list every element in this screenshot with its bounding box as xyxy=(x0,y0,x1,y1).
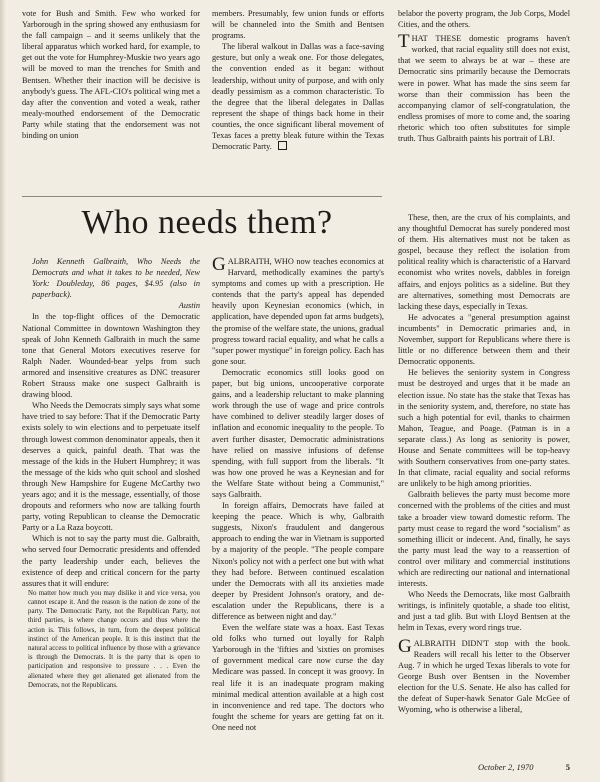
end-mark-icon xyxy=(278,141,287,150)
section-divider-top xyxy=(22,196,382,197)
lower-col3-paragraph-3: He believes the seniority system in Congress must be destroyed and urges that it be made an election issue. No state has the stake that Texas has in the seniority system, and, therefore, no state has such a high potential for evil, thanks to chairmen Mahon, Teague, and Poage. (Patman is in a separate class.) As long as seniority is power, House and Senate committees will be top-heavy with Southern conservatives from one-party states. In that climate, racial equality and social reforms are unlikely to be high among priorities. xyxy=(398,368,570,489)
drop-cap-t: T xyxy=(398,31,410,53)
issue-date: October 2, 1970 xyxy=(478,762,534,772)
block-quote: No matter how much you may dislike it and vice versa, you cannot escape it. And the reason is the nation de zone of the party. The Democratic Party, not the Republican Party, not third parties, is where change occurs and thus where the action is. This follows, in turn, from the deepest political instinct of the American people. It is this instinct that the natural access to political influence by those with a grievance is through the Democrats. It is the party that is open to participation and responsive to pressure . . . Even the alienated where they get alienated get alienated from the Democrats, not the Republicans. xyxy=(28,589,200,689)
top-col2-paragraph-2-text: The liberal walkout in Dallas was a face-saving gesture, but only a weak one. For those delegates, the convention ended as it began: without leadership, without unity of purpose, and with only deadly pessimism as a common characteristic. To the degree that the liberal delegates in Dallas represent the shape of things back home in their counties, the once significant liberal movement of Texas faces a pretty bleak future within the Texas Democratic Party. xyxy=(212,42,384,152)
lower-col2-paragraph-4: Even the welfare state was a hoax. East Texas old folks who turned out loyally for Ralph Yarborough in the 'fifties and 'sixties on promises of government medical care now curse the day Medicare was passed. In concept it was groovy. In real life it is an inadequate program making minimal medical attention available at a high cost in inconvenience and red tape. The doctors who fought the scheme for years are getting fat on it. One need not xyxy=(212,623,384,732)
lower-col3-paragraph-4: Galbraith believes the party must become more concerned with the problems of the cities and must take a broader view toward domestic reform. The party must cease to regard the word "socialism" as something illicit or indecent. And, finally, he says the party must lead the way to a reassertion of control over military and commercial institutions which are redirecting our national and international interests. xyxy=(398,490,570,589)
lower-column-2 xyxy=(212,256,384,733)
top-col3-paragraph-1: belabor the poverty program, the Job Corps, Model Cities, and the others. xyxy=(398,9,570,30)
top-col1-paragraph: vote for Bush and Smith. Few who worked for Yarborough in the spring showed any enthusiasm for the fall campaign – and it seems unlikely that the liberal apparatus which worked hard, for example, to get out the vote for Humphrey-Muskie two years ago will be moved to man the trenches for Smith and Bentsen. Whether their inaction will be decisive is anybody's guess. The AFL-CIO's political wing met a day after the convention and voted a weak, rather mealy-mouthed endorsement of the Democratic Party while stating that the endorsement was not binding on union xyxy=(22,9,200,141)
book-source-line: John Kenneth Galbraith, Who Needs the Democrats and what it takes to be needed, New York: Doubleday, 86 pages, $4.95 (also in paperback). xyxy=(32,257,200,300)
lower-col2-paragraph-1-text: ALBRAITH, WHO now teaches economics at Harvard, methodically examines the party's symptoms and comes up with a prescription. He contends that the party's appeal has depended heavily upon Keynesian economics (which, in application, have depended upon fat arms budgets), the promise of the welfare state, the unions, gradual progress toward racial equality, and what he calls a "super power mystique" in foreign policy. Each has gone sour. xyxy=(212,257,384,366)
top-col2-paragraph-2 xyxy=(212,41,384,152)
top-column-2 xyxy=(212,8,384,152)
dateline: Austin xyxy=(178,301,200,311)
lower-col1-paragraph-3: Which is not to say the party must die. Galbraith, who served four Democratic presidents and offended the party leadership under each, believes the existence of deep and critical concern for the party assures that it will endure: xyxy=(22,534,200,588)
top-col3-paragraph-2 xyxy=(398,33,570,144)
lower-col3-paragraph-6-text: ALBRAITH DIDN'T stop with the book. Readers will recall his letter to the Observer Aug. 7 in which he urged Texas liberals to vote for George Bush over Bentsen in the November election for the U.S. Senate. He also has called for the defeat of Super-hawk Senator Gale McGee of Wyoming, who is otherwise a liberal, xyxy=(398,638,570,715)
top-column-3 xyxy=(398,8,570,144)
lower-col2-paragraph-2: Democratic economics still looks good on paper, but big unions, uncooperative corporate gains, and a leadership reluctant to make planning work through the use of wage and price controls have combined to deliver steadily larger doses of inflation and economic inequality to the people. To avert further disaster, Democratic administrations have relied on massive infusions of defense spending, with full support from the liberals. "It was how one proved he was a Keynesian and for the Welfare State without being a Communist," says Galbraith. xyxy=(212,367,384,499)
top-column-1 xyxy=(22,8,200,141)
lower-col1-paragraph-1: In the top-flight offices of the Democratic National Committee in downtown Washington they speak of John Kenneth Galbraith in much the same tone that General Motors executives reserve for Ralph Nader. Wounded-bear yelps from such armored and insensitive creatures as DNC treasurer Robert Strauss make one suspect Galbraith is drawing blood. xyxy=(22,312,200,400)
lower-col1-paragraph-2: Who Needs the Democrats simply says what some have tried to say before: That if the Democratic Party exists solely to win elections and to perpetuate itself through lowest common denominator appeals, then it deserves a quick, painful death. That was the message of the kids in the Hubert Humphrey; it was the message of the kids who quit school and sloshed through New Hampshire for Eugene McCarthy two years ago; and it is the message, essentially, of those dropouts and reformers who now are talking fourth party, voting Republican to cleanse the Democratic Party or a La Raza boycott. xyxy=(22,401,200,533)
page-left-edge xyxy=(0,0,6,782)
lower-col3-paragraph-5: Who Needs the Democrats, like most Galbraith writings, is infinitely quotable, a shade too elitist, and just a tad glib. But with Lloyd Bentsen at the helm in Texas, every word rings true. xyxy=(398,590,570,633)
lower-column-1 xyxy=(22,256,200,690)
lower-col3-paragraph-1: These, then, are the crux of his complaints, and any thoughtful Democrat has surely pondered most of them. His alternatives must not be taken as gospel, because they reflect the isolation from political reality which is characteristic of a Harvard economist who writes novels, dabbles in foreign affairs, and enjoys politics as a sideline. But they are alternatives, something most Democrats are lacking these days, especially in Texas. xyxy=(398,213,570,311)
lower-col2-paragraph-3: In foreign affairs, Democrats have failed at keeping the peace. Which is why, Galbraith suggests, Nixon's fraudulent and dangerous approach to ending the war in Vietnam is supported by a majority of the people. "The people compare Nixon's policy not with a perfect one but with what they had before. Between continued escalation under the Democrats with all its anxieties made deeper by President Johnson's oratory, and de-escalation under the Republicans, there is a difference as between night and day." xyxy=(212,501,384,621)
lower-col3-paragraph-2: He advocates a "general presumption against incumbents" in Democratic primaries and, in November, support for Republicans where there is little or no difference between them and their Democratic opponents. xyxy=(398,312,570,367)
lower-col3-paragraph-6 xyxy=(398,635,570,716)
article-headline: Who needs them? xyxy=(81,204,333,241)
top-col3-paragraph-2-text: HAT THESE domestic programs haven't worked, that racial equality still does not exist, that we seem to always be at war – these are Democratic sins primarily because the Democrats were in power. What has made the sins seem far worse than their commission has been the accompanying clamor of self-congratulation, the endless promises of more to come and, the soaring rhetoric which too often substitutes for simple truth. Thus Galbraith paints his portrait of LBJ. xyxy=(398,34,570,144)
page-footer xyxy=(478,762,570,772)
drop-cap-g-2: G xyxy=(398,635,412,657)
lower-col2-paragraph-1 xyxy=(212,256,384,367)
drop-cap-g: G xyxy=(212,254,226,275)
lower-column-3 xyxy=(398,212,570,715)
top-col2-paragraph-1: members. Presumably, few union funds or efforts will be channeled into the Smith and Bentsen programs. xyxy=(212,9,384,41)
page-number: 5 xyxy=(565,762,570,772)
